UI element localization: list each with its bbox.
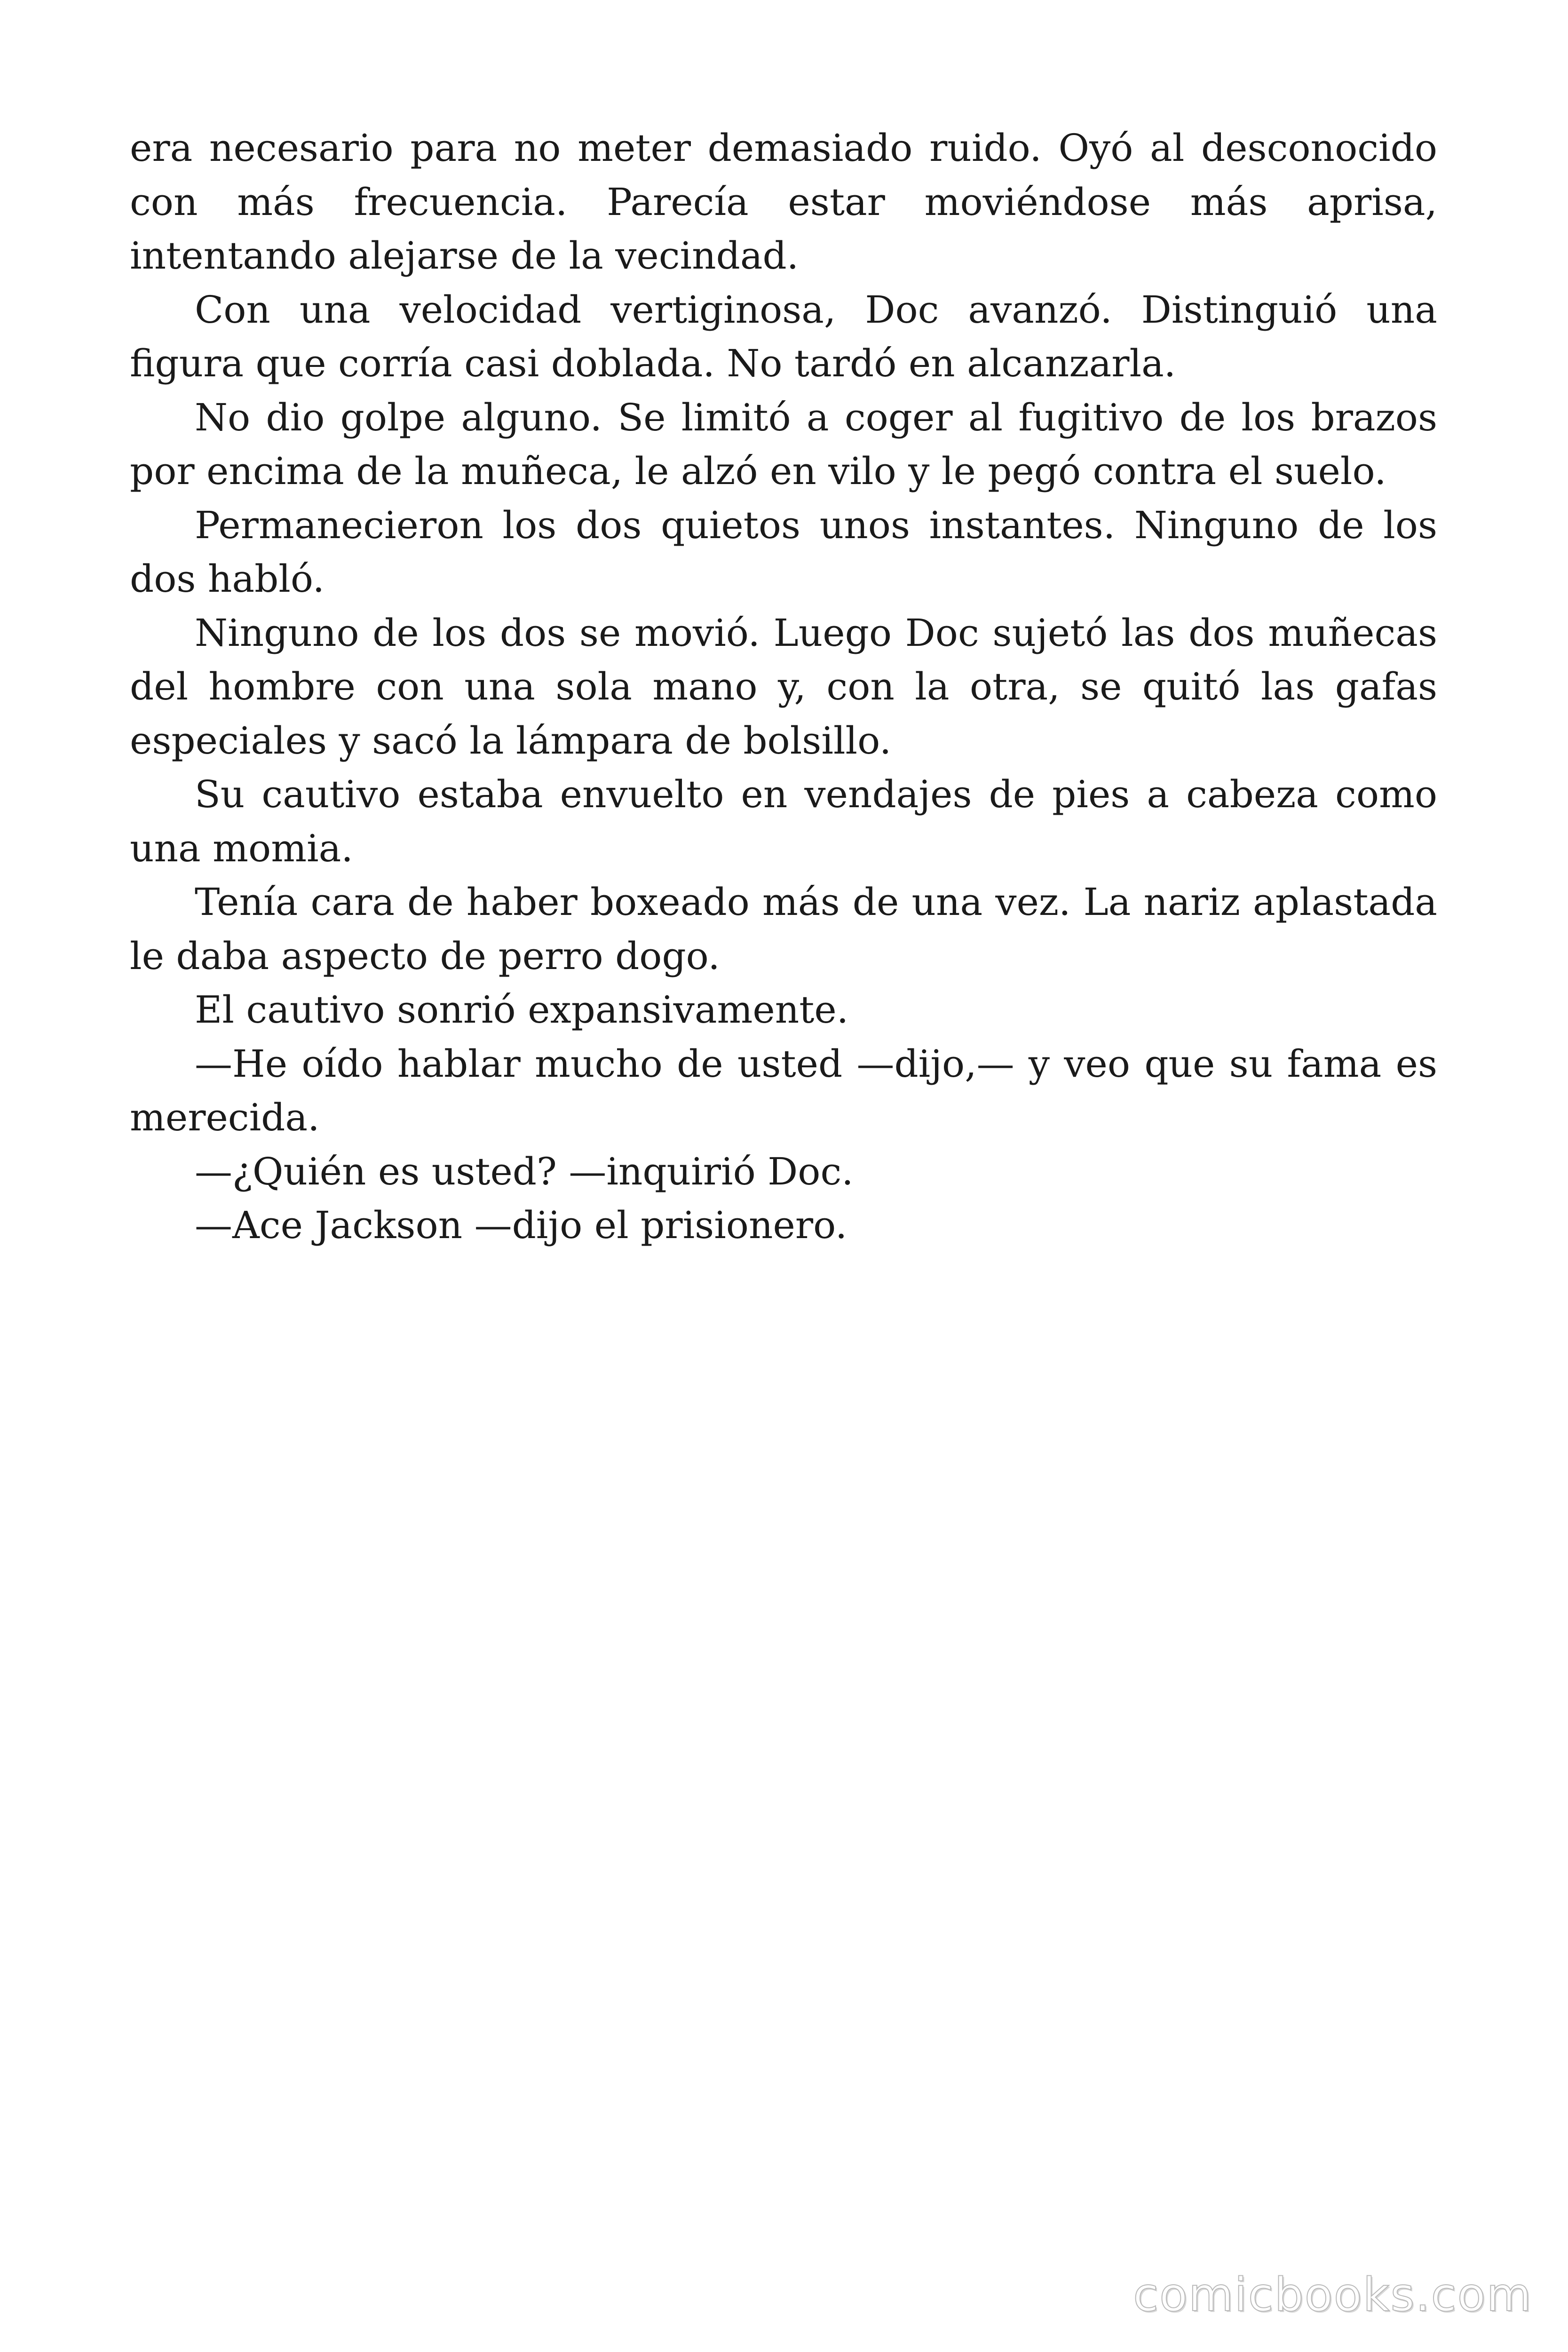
paragraph: Tenía cara de haber boxeado más de una vez. La nariz aplastada le daba aspecto de perro dogo. [130, 880, 1437, 978]
watermark-logo: comicbooks.com [1133, 2268, 1532, 2322]
paragraph: No dio golpe alguno. Se limitó a coger al fugitivo de los brazos por encima de la muñeca, le alzó en vilo y le pegó contra el suelo. [130, 395, 1437, 493]
paragraph: Permanecieron los dos quietos unos instantes. Ninguno de los dos habló. [130, 503, 1437, 601]
paragraph: Con una velocidad vertiginosa, Doc avanzó. Distinguió una figura que corría casi doblada. No tardó en alcanzarla. [130, 287, 1437, 385]
paragraph: —Ace Jackson —dijo el prisionero. [195, 1203, 847, 1247]
paragraph: —He oído hablar mucho de usted —dijo,— y veo que su fama es merecida. [130, 1041, 1437, 1139]
paragraph: era necesario para no meter demasiado ruido. Oyó al desconocido con más frecuencia. Parecía estar moviéndose más aprisa, intentando alejarse de la vecindad. [130, 126, 1437, 278]
body-text [130, 121, 1437, 1253]
paragraph: Su cautivo estaba envuelto en vendajes de pies a cabeza como una momia. [130, 772, 1437, 870]
paragraph: El cautivo sonrió expansivamente. [195, 988, 849, 1032]
paragraph: —¿Quién es usted? —inquirió Doc. [195, 1149, 854, 1193]
paragraph: Ninguno de los dos se movió. Luego Doc sujetó las dos muñecas del hombre con una sola mano y, con la otra, se quitó las gafas especiales y sacó la lámpara de bolsillo. [130, 611, 1437, 763]
